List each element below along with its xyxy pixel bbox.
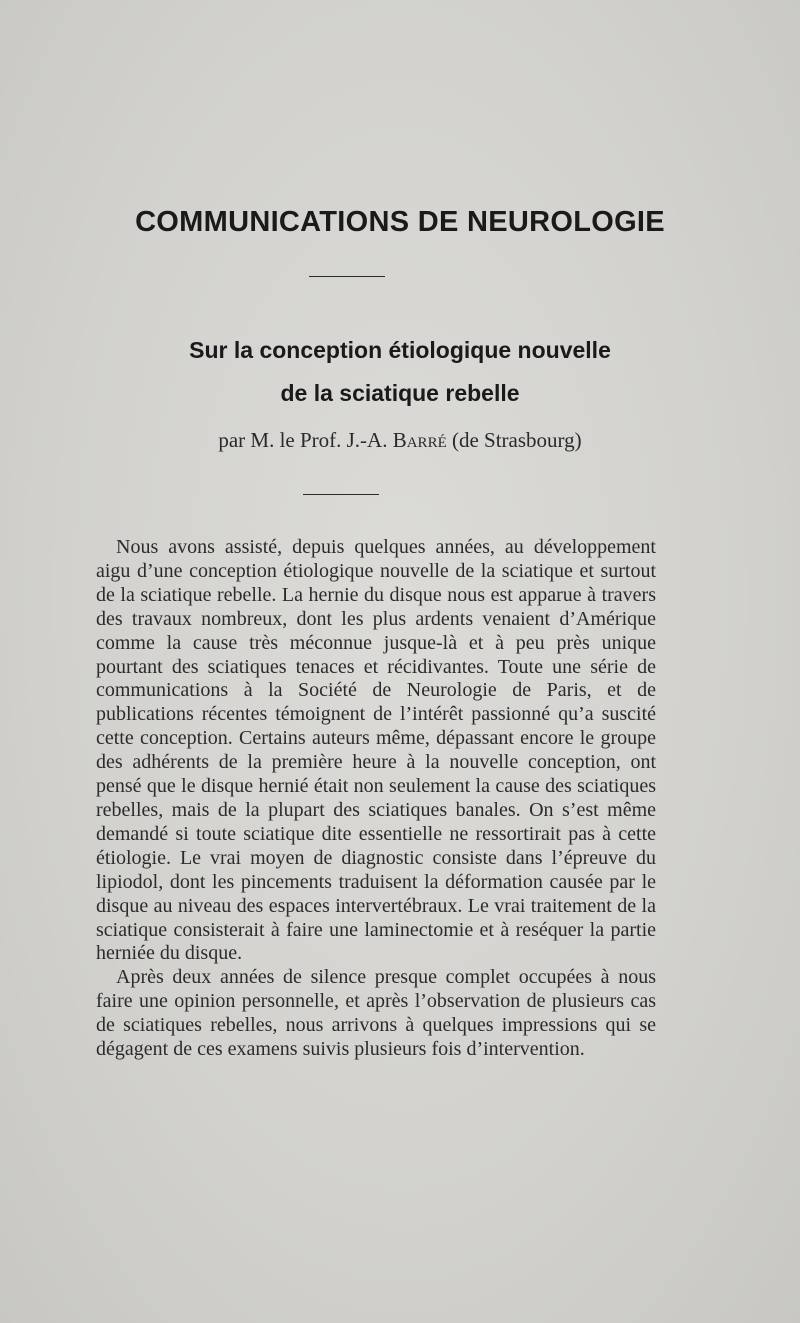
author-name: Barré xyxy=(392,428,447,452)
divider-rule xyxy=(309,276,385,277)
article-body xyxy=(96,536,656,1062)
byline-suffix: (de Strasbourg) xyxy=(446,428,582,452)
article-title-line-1: Sur la conception étiologique nouvelle xyxy=(189,337,611,363)
paragraph: Nous avons assisté, depuis quelques années, au développement aigu d’une conception étiologique nouvelle de la sciatique et surtout de la sciatique rebelle. La hernie du disque nous est apparue à travers des travaux nombreux, dont les plus ardents venaient d’Amérique comme la cause très méconnue jusque-là et à peu près unique pourtant des sciatiques tenaces et récidivantes. Toute une série de communications à la Société de Neurologie de Paris, et de publications récentes témoignent de l’intérêt passionné qu’a suscité cette conception. Certains auteurs même, dépassant encore le groupe des adhérents de la première heure à la nouvelle conception, ont pensé que le disque hernié était non seulement la cause des sciatiques rebelles, mais de la plupart des sciatiques banales. On s’est même demandé si toute sciatique dite essentielle ne ressortirait pas à cette étiologie. Le vrai moyen de diagnostic consiste dans l’épreuve du lipiodol, dont les pincements traduisent la déformation causée par le disque au niveau des espaces intervertébraux. Le vrai traitement de la sciatique consisterait à faire une laminectomie et à reséquer la partie herniée du disque. xyxy=(96,536,656,965)
author-byline xyxy=(0,428,800,453)
divider-rule xyxy=(303,494,379,495)
paragraph: Après deux années de silence presque complet occupées à nous faire une opinion personnelle, et après l’observation de plusieurs cas de sciatiques rebelles, nous arrivons à quelques impressions qui se dégagent de ces examens suivis plusieurs fois d’intervention. xyxy=(96,966,656,1061)
section-heading: COMMUNICATIONS DE NEUROLOGIE xyxy=(135,206,665,238)
article-title-line-2: de la sciatique rebelle xyxy=(280,380,520,406)
byline-prefix: par M. le Prof. J.-A. xyxy=(218,428,393,452)
